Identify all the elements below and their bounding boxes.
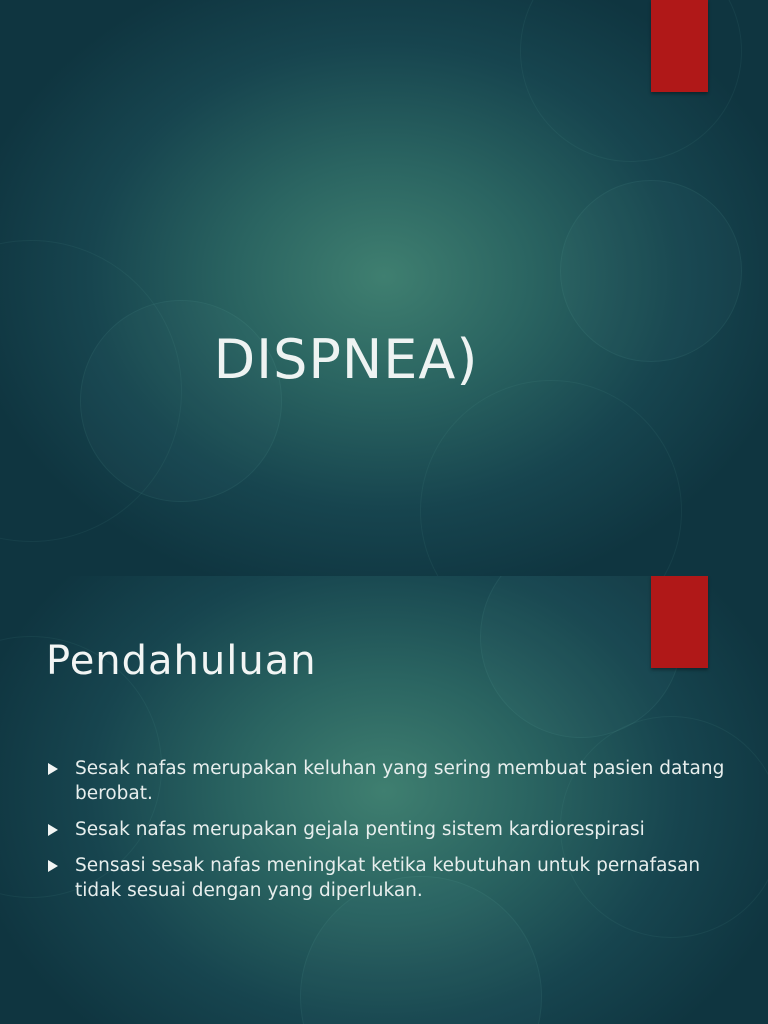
triangle-bullet-icon xyxy=(48,763,58,775)
bullet-text: Sesak nafas merupakan gejala penting sistem kardiorespirasi xyxy=(75,819,645,840)
slide-title: DISPNEA) xyxy=(213,328,479,391)
triangle-bullet-icon xyxy=(48,860,58,872)
decorative-circle xyxy=(0,240,182,542)
section-title: Pendahuluan xyxy=(46,638,317,684)
bullet-text: Sensasi sesak nafas meningkat ketika kebutuhan untuk pernafasan tidak sesuai dengan yang diperlukan. xyxy=(75,855,701,901)
content-slide xyxy=(0,576,768,1024)
list-item xyxy=(46,756,736,806)
list-item xyxy=(46,853,736,903)
bullet-text: Sesak nafas merupakan keluhan yang sering membuat pasien datang berobat. xyxy=(75,758,725,804)
bullet-list xyxy=(46,756,736,914)
list-item xyxy=(46,817,736,842)
accent-bar xyxy=(651,0,708,92)
triangle-bullet-icon xyxy=(48,824,58,836)
decorative-circle xyxy=(520,0,742,162)
decorative-circle xyxy=(420,380,682,576)
accent-bar xyxy=(651,576,708,668)
